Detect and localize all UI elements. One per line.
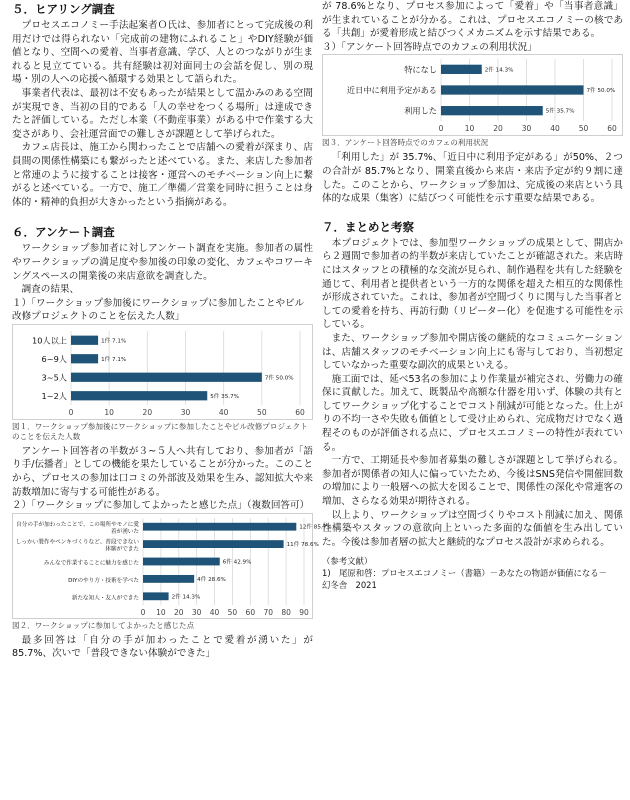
data-label: 1件 7.1% <box>101 338 127 345</box>
category-label: DIYのやり方・技術を学べた <box>68 577 139 584</box>
bar <box>71 373 262 382</box>
data-label: 5件 35.7% <box>545 109 575 116</box>
data-label: 12件 85.7% <box>299 524 332 531</box>
x-tick-label: 10 <box>464 124 475 134</box>
x-tick-label: 40 <box>550 124 560 134</box>
figure-1-chart <box>12 324 313 420</box>
section-5-paragraph-2: 事業者代表は、最初は不安もあったが結果として温かみのある空間が実現でき、当初の目的である「人の幸せをつくる場所」は達成できたと評価している。ただし本業（不動産事業）がある中で作業する大変さがあり、会社運営面での難しさが課題として挙げられた。 <box>12 87 313 140</box>
category-label: 体験ができた <box>105 546 139 553</box>
section-6-paragraph-1: ワークショップ参加者に対しアンケート調査を実施。参加者の属性やワークショップの満足度や参加後の印象の変化、カフェやコワーキングスペースの開業後の来店意欲を調査した。 <box>12 243 313 282</box>
x-tick-label: 40 <box>218 407 229 417</box>
bar <box>143 575 194 583</box>
data-label: 5件 35.7% <box>210 393 239 400</box>
category-label: 10人以上 <box>32 335 67 346</box>
data-label: 2件 14.3% <box>484 67 514 74</box>
category-label: みんなで作業することに魅力を感じた <box>43 560 139 567</box>
category-label: 特になし <box>404 64 437 75</box>
x-tick-label: 10 <box>156 607 166 617</box>
section-7-paragraph-5: 以上より、ワークショップは空間づくりやコスト削減に加え、関係性構築やスタッフの意欲向上といった多面的な価値を生み出していた。今後は参加者層の拡大と継続的なプロセス設計が求められる。 <box>322 509 623 548</box>
category-label: 近日中に利用予定がある <box>346 85 437 96</box>
x-tick-label: 20 <box>174 607 184 617</box>
section-6-paragraph-3: アンケート回答者の半数が３~５人へ共有しており、参加者が「語り手/伝播者」としての機能を果たしていることが分かった。このことから、プロセスの参加は口コミの外部波及効果を生み、認知拡大や来訪数増加に寄与する可能性がある。 <box>12 445 313 498</box>
section-5-paragraph-1: プロセスエコノミー手法起案者Ｏ氏は、参加者にとって完成後の利用だけでは得られない「完成前の建物にふれること」やDIY経験が価値となり、空間への愛着、当事者意識、学び、人とのつながりが生まれると見立てている。共有経験は初対面同士の会話を促し、別の現場・別の人への応援へ循環する効果として語られた。 <box>12 20 313 86</box>
x-tick-label: 30 <box>521 124 532 134</box>
figure-2-caption: 図２．ワークショップに参加してよかったと感じた点 <box>12 620 195 630</box>
data-label: 6件 42.9% <box>222 559 252 566</box>
category-label: 1~2人 <box>41 390 67 401</box>
x-tick-label: 50 <box>227 607 238 617</box>
section-7-paragraph-2: また、ワークショップ参加や開店後の継続的なコミュニケーションは、店舗スタッフのモチベーション向上にも寄与しており、当初想定していなかった重要な副次的成果といえる。 <box>322 332 623 372</box>
bar <box>441 65 482 74</box>
bar <box>143 523 296 531</box>
section-7-paragraph-4: 一方で、工期延長や参加者募集の難しさが課題として挙げられる。参加者が関係者の知人に偏っていたため、今後はSNS発信や開催回数の増加により一般層への拡大を図ることで、関係性の深化や常連客の増加、さらなる効果が期待される。 <box>322 455 623 508</box>
x-tick-label: 30 <box>180 407 191 417</box>
x-tick-label: 20 <box>142 407 153 417</box>
section-6-paragraph-2: 調査の結果、 <box>21 284 80 296</box>
figure-3-caption: 図３．アンケート回答時点でのカフェの利用状況 <box>322 138 489 148</box>
bar <box>143 592 169 600</box>
x-tick-label: 50 <box>257 407 267 417</box>
x-tick-label: 80 <box>281 607 291 617</box>
data-label: 2件 14.3% <box>171 594 201 601</box>
category-label: 利用した <box>404 106 437 117</box>
bar <box>441 106 543 115</box>
question-3: ３）「アンケート回答時点でのカフェの利用状況」 <box>322 41 537 53</box>
bar <box>143 540 284 548</box>
data-label: 4件 28.6% <box>197 576 226 583</box>
section-7-heading: ７．まとめと考察 <box>322 219 414 234</box>
x-tick-label: 0 <box>68 407 74 417</box>
data-label: 11件 78.6% <box>286 541 319 548</box>
bar <box>71 391 207 400</box>
data-label: 1件 7.1% <box>101 356 127 363</box>
x-tick-label: 20 <box>493 124 503 134</box>
data-label: 7件 50.0% <box>264 375 294 382</box>
bar <box>71 336 98 345</box>
category-label: 自分の手が加わったことで、この場所やモノに愛 <box>16 522 139 529</box>
figure-2-chart <box>12 513 332 619</box>
x-tick-label: 60 <box>295 407 305 417</box>
section-7-paragraph-1: 本プロジェクトでは、参加型ワークショップの成果として、開店から２週間で参加者の約半数が来店していたことが確認された。来店時にはスタッフとの積極的な交流が見られ、制作過程を共有した経験を通じて、利用者と提供者という一方的な関係を超えた相互的な関係性が形成されていた。これは、参加者が空間づくりに関与した当事者としての愛着を持ち、再訪行動（リピーター化）を促進する可能性を示している。 <box>322 237 623 331</box>
bar <box>143 557 220 565</box>
x-tick-label: 40 <box>209 607 220 617</box>
x-tick-label: 70 <box>263 607 273 617</box>
category-label: 3~5人 <box>41 372 67 383</box>
x-tick-label: 90 <box>299 607 309 617</box>
x-tick-label: 10 <box>104 407 114 417</box>
section-5-paragraph-3: カフェ店長は、施工から関わったことで店舗への愛着が深まり、店員間の関係性構築にも繋がったと述べている。また、来店した参加者と常連のように接することは接客・運営へのモチベーション向上に繋がると述べている。一方で、施工／準備／営業を同時に担うことは身体的・精神的負担が大きかったという指摘がある。 <box>12 142 313 208</box>
bar <box>71 354 98 363</box>
figure-1-caption: 図１．ワークショップ参加後にワークショップに参加したことやビル改修プロジェクトのことを伝えた人数 <box>12 421 308 441</box>
x-tick-label: 0 <box>140 607 146 617</box>
section-6-paragraph-5: 「利用した」が 35.7%、「近日中に利用予定がある」が50%、２つの合計が 85.7%となり、開業直後から来店・来店予定が約９割に達した。このことから、ワークショップ参加は、完成後の来店という具体的な成果（集客）に結びつく可能性を示す重要な結果である。 <box>322 152 623 205</box>
question-1: １）「ワークショップ参加後にワークショップに参加したことやビル改修プロジェクトのことを伝えた人数」 <box>12 297 305 323</box>
references-title: （参考文献） <box>322 556 373 567</box>
section-7-paragraph-3: 施工面では、延べ53名の参加により作業量が補完され、労働力の確保に貢献した。加えて、既製品や高額な什器を用いず、体験の共有としてワークショップ化することでコスト削減が可能となった。仕上がりの不均一さや失敗も価値として受け止められ、完成物だけでなく過程そのものが評価される点に、プロセスエコノミーの特性が表れている。 <box>322 373 623 453</box>
x-tick-label: 0 <box>438 124 444 134</box>
continued-paragraph: が 78.6%となり、プロセス参加によって「愛着」や「当事者意識」が生まれていることが分かる。これは、プロセスエコノミーの核である「共創」が愛着形成と結びつくメカニズムを示す結果である。 <box>322 1 623 40</box>
reference-1: 1) 尾原和啓：プロセスエコノミー（書籍）－あなたの物語が価値になる－ 幻冬舎 2021 <box>322 568 616 591</box>
section-5-heading: ５．ヒアリング調査 <box>12 2 115 16</box>
data-label: 7件 50.0% <box>586 88 616 95</box>
bar <box>441 86 584 95</box>
left-column <box>12 0 332 800</box>
right-column <box>322 0 623 800</box>
section-6-paragraph-4: 最多回答は「自分の手が加わったことで愛着が湧いた」が 85.7%、次いで「普段できない体験ができた」 <box>12 634 313 660</box>
section-6-heading: ６．アンケート調査 <box>12 225 115 240</box>
x-tick-label: 30 <box>191 607 202 617</box>
category-label: 新たな知人・友人ができた <box>71 595 139 602</box>
question-2: ２）「ワークショップに参加してよかったと感じた点」（複数回答可） <box>12 500 310 512</box>
figure-3-chart <box>322 54 623 136</box>
x-tick-label: 60 <box>607 124 617 134</box>
category-label: 6~9人 <box>41 353 67 364</box>
x-tick-label: 60 <box>245 607 256 617</box>
category-label: しっかい製作やペンキづくりなど、普段できない <box>15 539 139 546</box>
category-label: 着が湧いた <box>111 529 139 536</box>
x-tick-label: 50 <box>578 124 589 134</box>
